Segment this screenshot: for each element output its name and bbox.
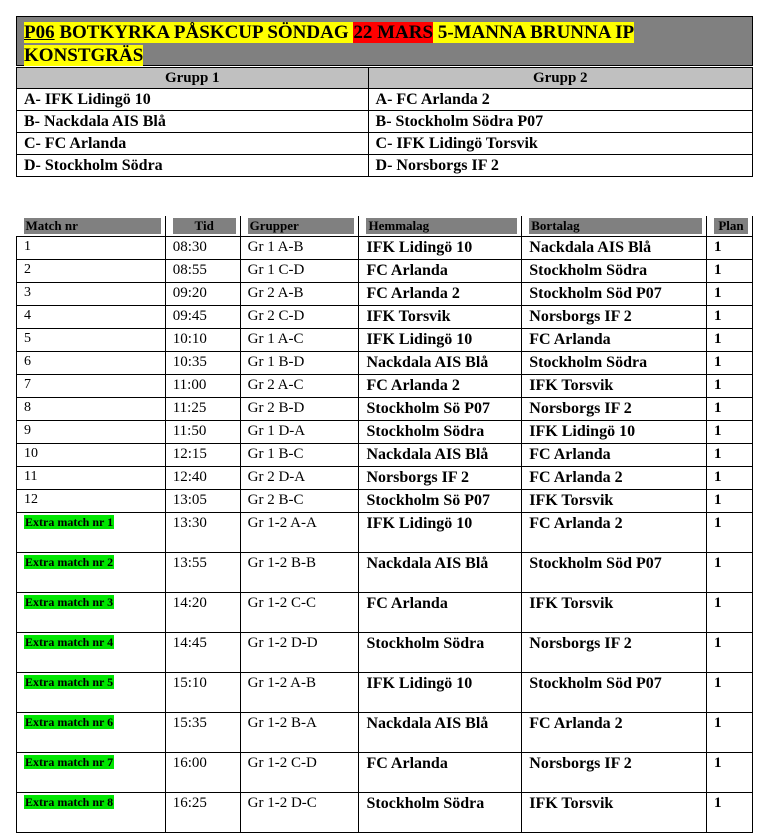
pitch-cell: 1 [706,633,752,673]
schedule-header-row [17,216,753,237]
match-nr-cell: 4 [17,306,166,329]
match-nr-cell: 8 [17,398,166,421]
time-cell: 16:00 [165,753,240,793]
home-team-cell: IFK Lidingö 10 [359,329,522,352]
home-team-cell: Stockholm Sö P07 [359,490,522,513]
away-team-cell: Stockholm Söd P07 [522,553,707,593]
col-header-bortalag: Bortalag [522,216,707,237]
match-nr-cell: 7 [17,375,166,398]
away-team-cell: FC Arlanda 2 [522,513,707,553]
group1-team: C- FC Arlanda [17,133,369,155]
match-nr-cell: 10 [17,444,166,467]
groups-cell: Gr 1 A-C [240,329,359,352]
match-nr-cell [17,753,166,793]
title-surface: KONSTGRÄS [24,45,144,66]
match-nr-cell: 9 [17,421,166,444]
home-team-cell: Nackdala AIS Blå [359,713,522,753]
extra-match-badge: Extra match nr 8 [25,795,114,809]
groups-table [16,67,753,177]
table-row [17,260,753,283]
time-cell: 12:40 [165,467,240,490]
group2-team: C- IFK Lidingö Torsvik [368,133,752,155]
away-team-cell: Norsborgs IF 2 [522,306,707,329]
pitch-cell: 1 [706,283,752,306]
away-team-cell: FC Arlanda 2 [522,467,707,490]
groups-cell: Gr 1 A-B [240,237,359,260]
pitch-cell: 1 [706,260,752,283]
table-row [17,673,753,713]
away-team-cell: Stockholm Södra [522,352,707,375]
group2-team: B- Stockholm Södra P07 [368,111,752,133]
groups-row [17,111,753,133]
col-header-grupper: Grupper [240,216,359,237]
title-highlight [24,22,353,43]
away-team-cell: FC Arlanda [522,329,707,352]
away-team-cell: Stockholm Södra [522,260,707,283]
table-row [17,490,753,513]
table-row [17,467,753,490]
time-cell: 16:25 [165,793,240,833]
home-team-cell: FC Arlanda 2 [359,283,522,306]
extra-match-badge: Extra match nr 6 [25,715,114,729]
groups-row [17,155,753,177]
time-cell: 15:10 [165,673,240,713]
group2-header: Grupp 2 [368,68,752,89]
time-cell: 12:15 [165,444,240,467]
table-row [17,793,753,833]
groups-cell: Gr 1 B-D [240,352,359,375]
table-row [17,352,753,375]
table-row [17,237,753,260]
match-nr-cell: 5 [17,329,166,352]
time-cell: 11:25 [165,398,240,421]
home-team-cell: Stockholm Södra [359,421,522,444]
group1-team: D- Stockholm Södra [17,155,369,177]
groups-cell: Gr 1-2 D-D [240,633,359,673]
away-team-cell: IFK Torsvik [522,593,707,633]
table-row [17,421,753,444]
col-header-hemmalag: Hemmalag [359,216,522,237]
away-team-cell: Nackdala AIS Blå [522,237,707,260]
time-cell: 08:55 [165,260,240,283]
pitch-cell: 1 [706,753,752,793]
pitch-cell: 1 [706,593,752,633]
table-row [17,553,753,593]
away-team-cell: Stockholm Söd P07 [522,283,707,306]
group2-team: A- FC Arlanda 2 [368,89,752,111]
groups-cell: Gr 1-2 B-A [240,713,359,753]
pitch-cell: 1 [706,467,752,490]
group1-team: B- Nackdala AIS Blå [17,111,369,133]
groups-row [17,89,753,111]
extra-match-badge: Extra match nr 5 [25,675,114,689]
match-nr-cell [17,633,166,673]
away-team-cell: IFK Lidingö 10 [522,421,707,444]
pitch-cell: 1 [706,398,752,421]
match-nr-cell [17,593,166,633]
home-team-cell: Norsborgs IF 2 [359,467,522,490]
groups-cell: Gr 1-2 A-B [240,673,359,713]
time-cell: 11:50 [165,421,240,444]
extra-match-badge: Extra match nr 4 [25,635,114,649]
away-team-cell: IFK Torsvik [522,490,707,513]
pitch-cell: 1 [706,352,752,375]
title-cup-name: BOTKYRKA PÅSKCUP SÖNDAG [54,22,354,43]
time-cell: 10:10 [165,329,240,352]
away-team-cell: IFK Torsvik [522,793,707,833]
match-nr-cell [17,713,166,753]
pitch-cell: 1 [706,553,752,593]
groups-cell: Gr 1-2 C-D [240,753,359,793]
away-team-cell: Norsborgs IF 2 [522,398,707,421]
table-row [17,593,753,633]
groups-header-row [17,68,753,89]
match-nr-cell: 1 [17,237,166,260]
groups-row [17,133,753,155]
title-date: 22 MARS [353,22,434,43]
away-team-cell: Stockholm Söd P07 [522,673,707,713]
group2-team: D- Norsborgs IF 2 [368,155,752,177]
home-team-cell: FC Arlanda 2 [359,375,522,398]
pitch-cell: 1 [706,329,752,352]
table-row [17,329,753,352]
time-cell: 13:30 [165,513,240,553]
pitch-cell: 1 [706,793,752,833]
groups-cell: Gr 2 C-D [240,306,359,329]
home-team-cell: Nackdala AIS Blå [359,352,522,375]
home-team-cell: FC Arlanda [359,753,522,793]
pitch-cell: 1 [706,237,752,260]
match-nr-cell: 11 [17,467,166,490]
group1-header: Grupp 1 [17,68,369,89]
col-header-match-nr: Match nr [17,216,166,237]
home-team-cell: IFK Lidingö 10 [359,513,522,553]
match-nr-cell [17,553,166,593]
pitch-cell: 1 [706,444,752,467]
away-team-cell: Norsborgs IF 2 [522,753,707,793]
pitch-cell: 1 [706,375,752,398]
extra-match-badge: Extra match nr 1 [25,515,114,529]
page-title [16,16,753,66]
table-row [17,633,753,673]
col-header-plan: Plan [706,216,752,237]
pitch-cell: 1 [706,513,752,553]
table-row [17,513,753,553]
table-row [17,398,753,421]
groups-cell: Gr 2 B-C [240,490,359,513]
time-cell: 14:20 [165,593,240,633]
pitch-cell: 1 [706,713,752,753]
table-row [17,444,753,467]
time-cell: 13:55 [165,553,240,593]
col-header-tid: Tid [165,216,240,237]
groups-cell: Gr 1 C-D [240,260,359,283]
match-nr-cell [17,793,166,833]
time-cell: 08:30 [165,237,240,260]
match-nr-cell: 2 [17,260,166,283]
pitch-cell: 1 [706,421,752,444]
home-team-cell: Stockholm Sö P07 [359,398,522,421]
home-team-cell: IFK Torsvik [359,306,522,329]
table-row [17,283,753,306]
time-cell: 09:45 [165,306,240,329]
away-team-cell: FC Arlanda [522,444,707,467]
groups-cell: Gr 1-2 B-B [240,553,359,593]
match-nr-cell: 12 [17,490,166,513]
time-cell: 10:35 [165,352,240,375]
extra-match-badge: Extra match nr 7 [25,755,114,769]
home-team-cell: Nackdala AIS Blå [359,444,522,467]
match-nr-cell: 6 [17,352,166,375]
time-cell: 09:20 [165,283,240,306]
home-team-cell: FC Arlanda [359,260,522,283]
home-team-cell: Stockholm Södra [359,633,522,673]
time-cell: 13:05 [165,490,240,513]
table-row [17,306,753,329]
title-class-code: P06 [24,22,55,43]
groups-cell: Gr 1 D-A [240,421,359,444]
match-nr-cell [17,673,166,713]
extra-match-badge: Extra match nr 3 [25,595,114,609]
groups-cell: Gr 2 A-B [240,283,359,306]
match-nr-cell: 3 [17,283,166,306]
home-team-cell: Nackdala AIS Blå [359,553,522,593]
title-venue: 5-MANNA BRUNNA IP [433,22,635,43]
away-team-cell: Norsborgs IF 2 [522,633,707,673]
pitch-cell: 1 [706,490,752,513]
home-team-cell: IFK Lidingö 10 [359,237,522,260]
schedule-table [16,216,753,833]
away-team-cell: IFK Torsvik [522,375,707,398]
time-cell: 15:35 [165,713,240,753]
time-cell: 11:00 [165,375,240,398]
groups-cell: Gr 2 B-D [240,398,359,421]
home-team-cell: Stockholm Södra [359,793,522,833]
pitch-cell: 1 [706,306,752,329]
home-team-cell: FC Arlanda [359,593,522,633]
extra-match-badge: Extra match nr 2 [25,555,114,569]
groups-cell: Gr 1-2 D-C [240,793,359,833]
table-row [17,753,753,793]
match-nr-cell [17,513,166,553]
groups-cell: Gr 2 A-C [240,375,359,398]
pitch-cell: 1 [706,673,752,713]
groups-cell: Gr 2 D-A [240,467,359,490]
table-row [17,713,753,753]
groups-cell: Gr 1-2 C-C [240,593,359,633]
home-team-cell: IFK Lidingö 10 [359,673,522,713]
group1-team: A- IFK Lidingö 10 [17,89,369,111]
groups-cell: Gr 1-2 A-A [240,513,359,553]
away-team-cell: FC Arlanda 2 [522,713,707,753]
time-cell: 14:45 [165,633,240,673]
groups-cell: Gr 1 B-C [240,444,359,467]
table-row [17,375,753,398]
